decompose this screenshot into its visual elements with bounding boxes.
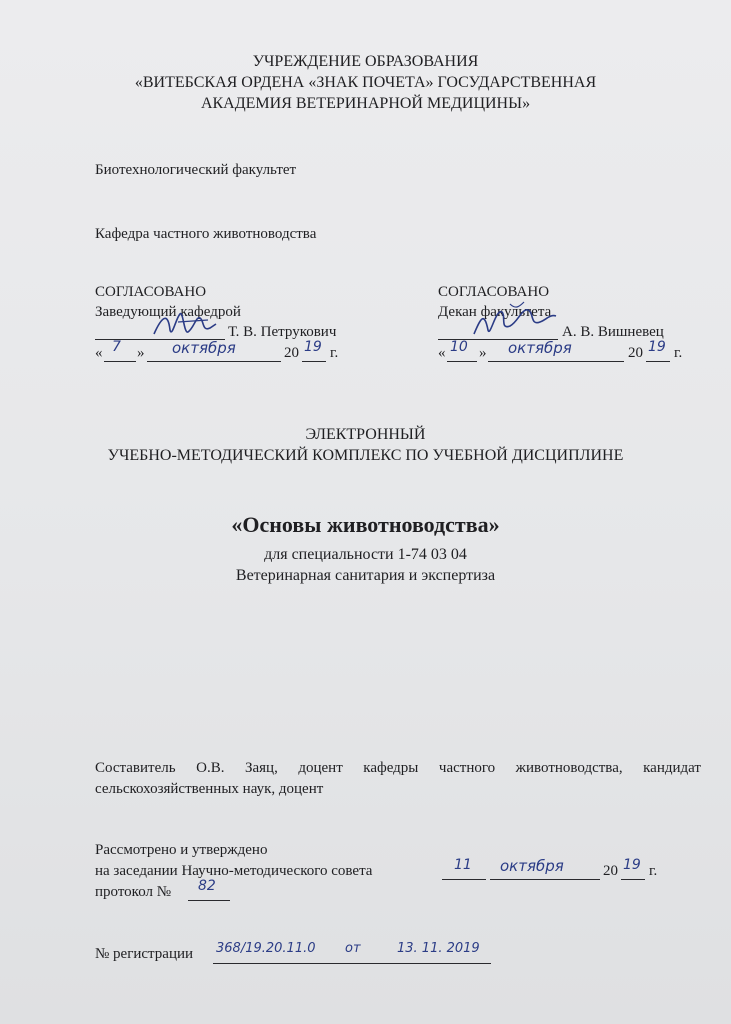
approval-right-position: Декан факультета: [438, 304, 552, 320]
approved-month-line: [490, 879, 600, 880]
approved-year-end: г.: [649, 863, 658, 879]
institution-line-1: УЧРЕЖДЕНИЕ ОБРАЗОВАНИЯ: [252, 53, 479, 70]
approved-line-2: на заседании Научно-методического совета: [95, 863, 373, 879]
approval-left-position: Заведующий кафедрой: [95, 304, 241, 320]
compiler-line-1: Составитель О.В. Заяц, доцент кафедры частного животноводства, кандидат: [95, 760, 701, 776]
signature-right-image: [470, 300, 560, 342]
approval-right-heading: СОГЛАСОВАНО: [438, 284, 550, 300]
approval-right-close-quote: »: [479, 345, 487, 361]
registration-label: № регистрации: [95, 946, 194, 962]
approval-left-name: Т. В. Петрукович: [228, 324, 337, 340]
department-label: Кафедра частного животноводства: [95, 226, 317, 242]
month-line-left: [147, 361, 281, 362]
registration-number: 368/19.20.11.0: [216, 941, 316, 956]
approval-left-month: октября: [172, 339, 236, 357]
approval-right-name: А. В. Вишневец: [562, 324, 664, 340]
approved-day-line: [442, 879, 486, 880]
approval-left-year-suffix: 19: [304, 339, 322, 355]
day-line-left: [104, 361, 136, 362]
approved-year-prefix: 20: [603, 863, 618, 879]
approved-year-suffix: 19: [623, 857, 641, 873]
protocol-label: протокол №: [95, 884, 172, 900]
approval-left-close-quote: »: [137, 345, 145, 361]
year-line-right: [646, 361, 670, 362]
discipline-title: «Основы животноводства»: [231, 512, 500, 537]
approval-right-month: октября: [508, 339, 572, 357]
doc-type-line-2: УЧЕБНО-МЕТОДИЧЕСКИЙ КОМПЛЕКС ПО УЧЕБНОЙ ДИСЦИПЛИНЕ: [107, 447, 624, 464]
protocol-number: 82: [198, 878, 216, 894]
approval-left-open-quote: «: [95, 345, 103, 361]
approval-right-year-end: г.: [674, 345, 683, 361]
approved-day: 11: [454, 857, 472, 873]
approval-right-day: 10: [450, 339, 468, 355]
month-line-right: [488, 361, 624, 362]
approval-left-day: 7: [112, 339, 121, 355]
signature-left-image: [150, 304, 220, 344]
specialty-name: Ветеринарная санитария и экспертиза: [235, 567, 496, 584]
faculty-label: Биотехнологический факультет: [95, 162, 297, 178]
registration-date: 13. 11. 2019: [397, 941, 480, 956]
approval-right-year-suffix: 19: [648, 339, 666, 355]
approval-right-year-prefix: 20: [628, 345, 643, 361]
registration-from: от: [345, 941, 361, 956]
approval-right-open-quote: «: [438, 345, 446, 361]
approval-left-heading: СОГЛАСОВАНО: [95, 284, 207, 300]
compiler-line-2: сельскохозяйственных наук, доцент: [95, 781, 324, 797]
approved-line-1: Рассмотрено и утверждено: [95, 842, 268, 858]
specialty-code: для специальности 1-74 03 04: [264, 546, 467, 563]
protocol-line: [188, 900, 230, 901]
approved-month: октября: [500, 857, 564, 875]
day-line-right: [447, 361, 477, 362]
registration-line: [213, 963, 491, 964]
institution-line-3: АКАДЕМИЯ ВЕТЕРИНАРНОЙ МЕДИЦИНЫ»: [200, 95, 531, 112]
doc-type-line-1: ЭЛЕКТРОННЫЙ: [305, 426, 426, 443]
approved-year-line: [621, 879, 645, 880]
year-line-left: [302, 361, 326, 362]
approval-left-year-end: г.: [330, 345, 339, 361]
approval-left-year-prefix: 20: [284, 345, 299, 361]
institution-line-2: «ВИТЕБСКАЯ ОРДЕНА «ЗНАК ПОЧЕТА» ГОСУДАРСТВЕННАЯ: [134, 74, 597, 91]
